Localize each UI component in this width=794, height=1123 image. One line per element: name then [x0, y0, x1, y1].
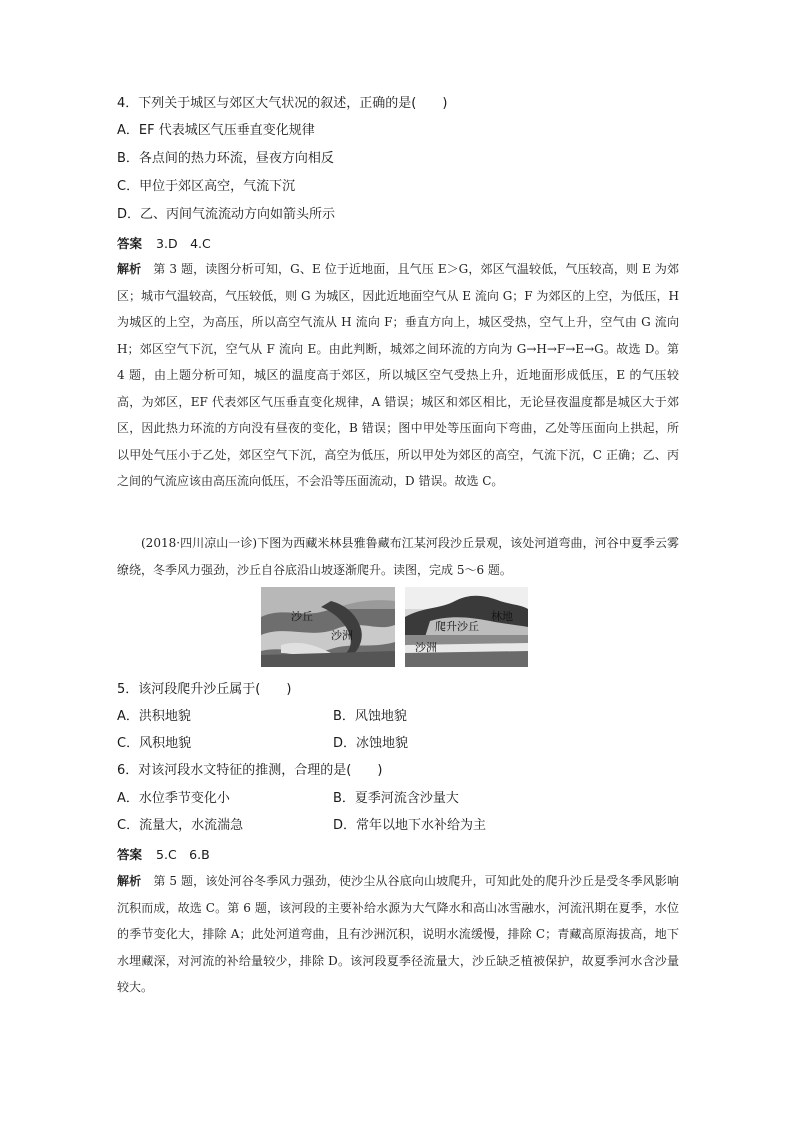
q5-options-row1	[117, 709, 557, 725]
question-intro: (2018·四川凉山一诊)下图为西藏米林县雅鲁藏布江某河段沙丘景观，该处河道弯曲，河谷中夏季云雾缭绕，冬季风力强劲，沙丘自谷底沿山坡逐渐爬升。读图，完成 5～6 题。	[117, 536, 679, 577]
answer-5-6	[117, 845, 210, 863]
q4-option-c: C．甲位于郊区高空，气流下沉	[117, 179, 296, 194]
q6-option-b: B．夏季河流含沙量大	[333, 791, 459, 806]
answer-3-4	[117, 234, 211, 252]
q5-options-row2	[117, 736, 557, 752]
q5-option-b: B．风蚀地貌	[333, 709, 407, 724]
q6-option-d: D．常年以地下水补给为主	[333, 818, 487, 833]
explanation-text: 第 3 题，读图分析可知，G、E 位于近地面，且气压 E＞G，郊区气温较低，气压较高，则 E 为郊区；城市气温较高，气压较低，则 G 为城区，因此近地面空气从 E 流向 G；F 为郊区的上空，为低压，H 为城区的上空，为高压，所以高空气流从 H 流向 F；垂直方向上，城区受热，空气上升，空气由 G 流向 H；郊区空气下沉，空气从 F 流向 E。由此判断，城郊之间环流的方向为 G→H→F→E→G。故选 D。第 4 题，由上题分析可知，城区的温度高于郊区，所以城区空气受热上升，近地面形成低压，E 的气压较高，为郊区，EF 代表郊区气压垂直变化规律，A 错误；城区和郊区相比，无论昼夜温度都是城区大于郊区，因此热力环流的方向没有昼夜的变化，B 错误；图中甲处等压面向下弯曲，乙处等压面向上拱起，所以甲处气压小于乙处，郊区空气下沉，高空为低压，所以甲处为郊区的高空，气流下沉，C 正确；乙、丙之间的气流应该由高压流向低压，不会沿等压面流动，D 错误。故选 C。	[117, 262, 679, 488]
q6-option-c: C．流量大，水流湍急	[117, 818, 244, 833]
explanation-label-2: 解析	[117, 874, 142, 888]
q4-option-b: B．各点间的热力环流，昼夜方向相反	[117, 151, 334, 166]
explanation-5-6	[117, 868, 679, 1001]
explanation-text-2: 第 5 题，该处河谷冬季风力强劲，使沙尘从谷底向山坡爬升，可知此处的爬升沙丘是受冬季风影响沉积而成，故选 C。第 6 题，该河段的主要补给水源为大气降水和高山冰雪融水，河流汛期在夏季，水位的季节变化大，排除 A；此处河道弯曲，且有沙洲沉积，说明水流缓慢，排除 C；青藏高原海拔高，地下水埋藏深，对河流的补给量较少，排除 D。该河段夏季径流量大，沙丘缺乏植被保护，故夏季河水含沙量较大。	[117, 874, 679, 994]
q4-stem: 4．下列关于城区与郊区大气状况的叙述，正确的是( )	[117, 96, 448, 111]
dune-landscape-photo	[405, 587, 528, 667]
q5-stem: 5．该河段爬升沙丘属于( )	[117, 682, 292, 697]
q6-options-row2	[117, 818, 557, 834]
label-sandbar-right: 沙洲	[415, 641, 437, 654]
q6-stem: 6．对该河段水文特征的推测，合理的是( )	[117, 763, 383, 778]
explanation-label: 解析	[117, 262, 142, 276]
answer-label: 答案	[117, 236, 143, 251]
explanation-3-4	[117, 256, 679, 495]
q4-option-a: A．EF 代表城区气压垂直变化规律	[117, 123, 315, 138]
label-sand-dune: 沙丘	[291, 610, 313, 623]
q5-option-c: C．风积地貌	[117, 736, 192, 751]
q6-options-row1	[117, 791, 557, 807]
label-sandbar-left: 沙洲	[331, 629, 353, 642]
label-forest: 林地	[491, 610, 513, 623]
river-aerial-image	[261, 587, 395, 667]
river-aerial-photo	[261, 587, 395, 667]
answer-value: 3.D 4.C	[156, 236, 211, 251]
answer-value-2: 5.C 6.B	[156, 847, 210, 862]
q4-option-d: D．乙、丙间气流流动方向如箭头所示	[117, 207, 336, 222]
label-climbing-dune: 爬升沙丘	[435, 620, 479, 633]
q6-option-a: A．水位季节变化小	[117, 791, 230, 806]
q5-option-d: D．冰蚀地貌	[333, 736, 409, 751]
answer-label-2: 答案	[117, 847, 143, 862]
q5-option-a: A．洪积地貌	[117, 709, 191, 724]
